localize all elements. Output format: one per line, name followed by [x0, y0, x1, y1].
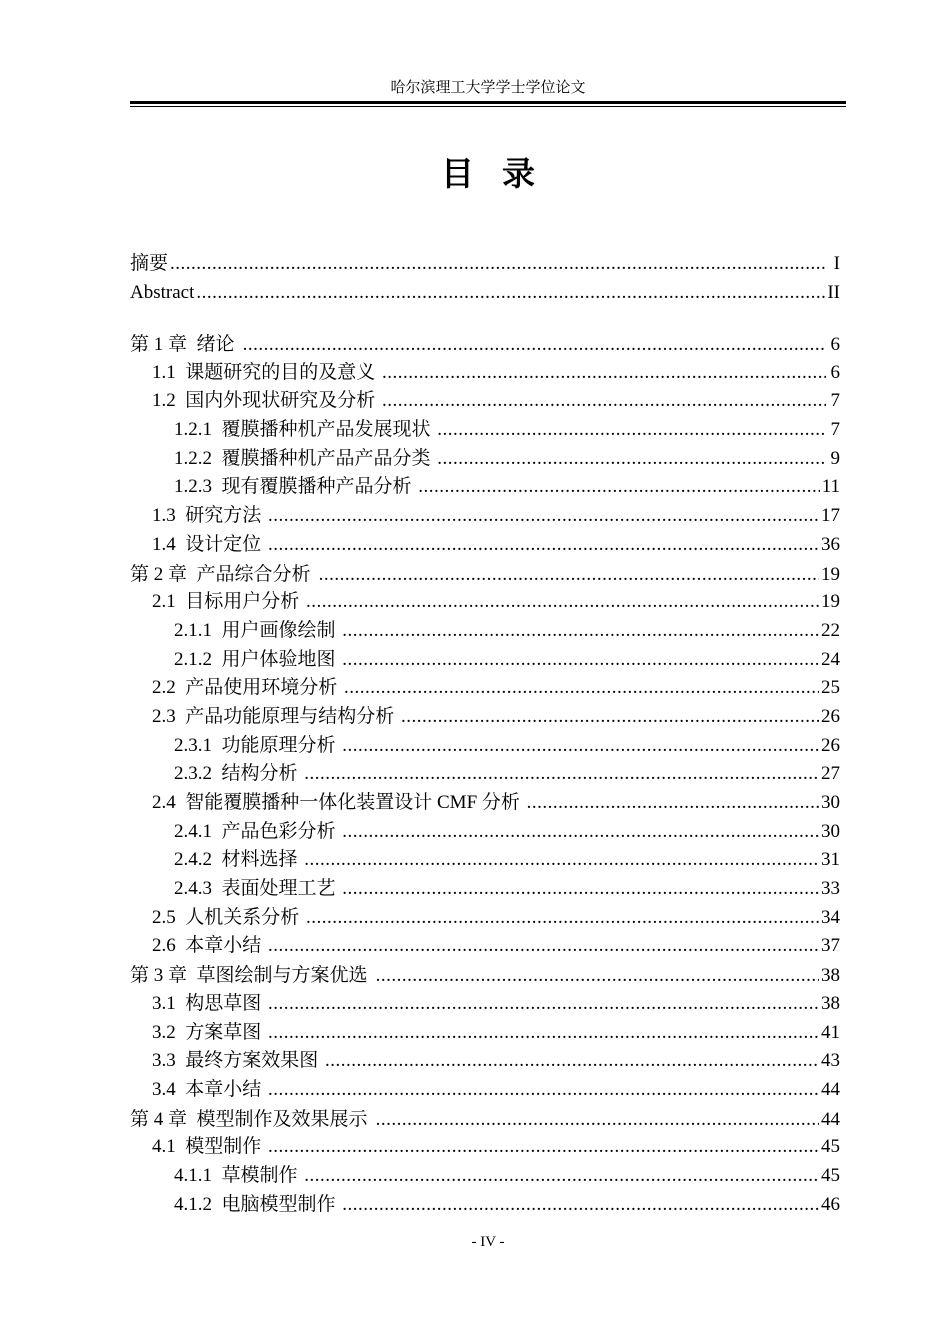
dot-leader [437, 445, 826, 474]
toc-entry-page: 46 [821, 1193, 840, 1215]
toc-entry-label: Abstract [130, 281, 195, 303]
dot-leader [306, 904, 819, 933]
toc-entry[interactable] [130, 502, 846, 531]
toc-entry-page: 43 [821, 1050, 840, 1072]
toc-entry[interactable] [130, 1133, 846, 1162]
toc-entry[interactable] [130, 279, 846, 308]
toc-entry-number: 3.4 [152, 1078, 186, 1100]
toc-entry-page: 45 [821, 1164, 840, 1186]
dot-leader [304, 760, 819, 789]
dot-leader [401, 703, 819, 732]
toc-entry-number: 4.1.1 [174, 1164, 222, 1186]
toc-entry-number: 第 4 章 [130, 1108, 197, 1130]
toc-entry[interactable] [130, 445, 846, 474]
toc-entry-page: II [827, 281, 840, 303]
dot-leader [376, 1106, 819, 1135]
toc-entry-label: 产品色彩分析 [221, 820, 341, 842]
toc-entry-label: 覆膜播种机产品产品分类 [221, 447, 436, 469]
toc-entry[interactable] [130, 387, 846, 416]
toc-entry-number: 第 1 章 [130, 334, 197, 355]
toc-entry[interactable] [130, 560, 846, 589]
dot-leader [342, 1191, 819, 1220]
toc-entry-label: 覆膜播种机产品发展现状 [221, 419, 436, 441]
toc-entry-label: 结构分析 [221, 763, 303, 785]
toc-entry-label: 用户体验地图 [221, 648, 341, 670]
toc-entry-number: 2.6 [152, 935, 186, 957]
toc-entry-number: 3.3 [152, 1050, 186, 1072]
toc-entry-page: 7 [830, 390, 840, 412]
toc-entry-page: 37 [821, 935, 840, 957]
toc-entry-label: 产品综合分析 [196, 562, 317, 585]
dot-leader [268, 1019, 819, 1048]
toc-entry-number: 2.4 [152, 792, 186, 813]
toc-entry-page: 26 [821, 734, 840, 756]
toc-entry[interactable] [130, 846, 846, 875]
dot-leader [342, 875, 819, 904]
header-rule-thin [130, 106, 846, 107]
toc-entry-page: 19 [821, 591, 840, 613]
toc-entry-page: 45 [821, 1136, 840, 1158]
toc-entry[interactable] [130, 359, 846, 388]
toc-entry-number: 3.1 [152, 992, 186, 1014]
toc-entry[interactable] [130, 1191, 846, 1220]
toc-entry-page: 6 [830, 361, 840, 383]
toc-entry-label: 构思草图 [185, 992, 267, 1014]
toc-entry-label: 表面处理工艺 [221, 878, 341, 900]
dot-leader [268, 502, 819, 531]
toc-entry-page: 44 [821, 1078, 840, 1100]
toc-entry[interactable] [130, 818, 846, 847]
toc-entry-page: 30 [821, 820, 840, 842]
toc-entry-number: 4.1 [152, 1136, 186, 1158]
toc-entry[interactable] [130, 416, 846, 445]
toc-entry-number: 4.1.2 [174, 1193, 222, 1215]
toc-entry-page: 36 [821, 533, 840, 555]
dot-leader [243, 331, 826, 360]
dot-leader [268, 990, 819, 1019]
toc-entry[interactable] [130, 674, 846, 703]
toc-entry[interactable] [130, 646, 846, 675]
toc-entry-number: 2.5 [152, 906, 186, 928]
dot-leader [319, 561, 819, 590]
dot-leader [325, 1047, 819, 1076]
toc-entry-number: 2.1.2 [174, 648, 222, 670]
toc-entry-number: 第 3 章 [130, 965, 197, 987]
toc-entry-number: 1.4 [152, 533, 186, 555]
dot-leader [342, 646, 819, 675]
toc-entry-label: 研究方法 [185, 505, 267, 527]
dot-leader [437, 416, 826, 445]
dot-leader [268, 932, 819, 961]
toc-entry-page: 38 [821, 965, 840, 987]
toc-entry-number: 2.3.1 [174, 734, 222, 756]
toc-entry-page: 26 [821, 705, 840, 727]
dot-leader [342, 617, 819, 646]
toc-entry-number: 3.2 [152, 1021, 186, 1043]
toc-entry-number: 1.2.2 [174, 447, 222, 469]
toc-entry-label: 方案草图 [185, 1021, 267, 1043]
toc-entry-label: 材料选择 [221, 849, 303, 871]
toc-entry[interactable] [130, 330, 846, 359]
dot-leader [344, 674, 819, 703]
toc-entry-number: 1.2.3 [174, 476, 222, 498]
toc-entry-page: 41 [821, 1021, 840, 1043]
toc-entry[interactable] [130, 1076, 846, 1105]
dot-leader [196, 279, 825, 308]
toc-entry[interactable] [130, 250, 846, 279]
dot-leader [304, 1162, 819, 1191]
toc-entry-label: 模型制作 [185, 1136, 267, 1158]
toc-entry[interactable] [130, 1019, 846, 1048]
toc-entry-page: 7 [830, 419, 840, 441]
front-matter-list [130, 250, 846, 307]
dot-leader [382, 359, 826, 388]
toc-entry[interactable] [130, 1047, 846, 1076]
toc-entry[interactable] [130, 1105, 846, 1134]
running-header: 哈尔滨理工大学学士学位论文 [390, 80, 586, 96]
toc-entry-number: 第 2 章 [130, 563, 197, 585]
toc-entry-page: 31 [821, 849, 840, 871]
dot-leader [376, 962, 819, 991]
toc-entry-label: 课题研究的目的及意义 [185, 361, 381, 383]
toc-entry-label: 草模制作 [221, 1164, 303, 1186]
toc-entry-number: 2.3 [152, 705, 186, 727]
dot-leader [170, 250, 826, 279]
toc-entry-page: I [833, 253, 840, 274]
toc-entry[interactable] [130, 473, 846, 502]
toc-entry-page: 22 [821, 619, 840, 641]
toc-entry-label: 现有覆膜播种产品分析 [221, 476, 417, 498]
toc-entry-page: 6 [830, 334, 840, 355]
toc-entry[interactable] [130, 1162, 846, 1191]
toc-entry-label: 草图绘制与方案优选 [196, 964, 374, 987]
toc-entry-page: 30 [821, 792, 840, 813]
toc-entry-label: 产品功能原理与结构分析 [185, 705, 400, 727]
toc-entry-label: 本章小结 [185, 935, 267, 957]
page-number-footer: - IV - [471, 1234, 505, 1250]
toc-entry-label: 目标用户分析 [185, 591, 305, 613]
toc-entry[interactable] [130, 875, 846, 904]
toc-entry-label: 人机关系分析 [185, 906, 305, 928]
toc-entry-page: 11 [821, 476, 840, 498]
toc-entry[interactable] [130, 531, 846, 560]
toc-entry-label: 设计定位 [185, 533, 267, 555]
toc-entry-number: 1.1 [152, 361, 186, 383]
toc-entry[interactable] [130, 760, 846, 789]
dot-leader [306, 588, 819, 617]
toc-entry-number: 2.4.1 [174, 820, 222, 842]
toc-entry-number: 1.2.1 [174, 419, 222, 441]
dot-leader [268, 1076, 819, 1105]
toc-entry-label: 摘要 [130, 253, 169, 274]
toc-entry-page: 27 [821, 763, 840, 785]
toc-entry-page: 17 [821, 505, 840, 527]
toc-entry-label: 本章小结 [185, 1078, 267, 1100]
dot-leader [527, 789, 819, 818]
toc-entry-page: 34 [821, 906, 840, 928]
toc-entry-page: 9 [830, 447, 840, 469]
toc-entry-page: 44 [821, 1108, 840, 1130]
toc-entry-label: 国内外现状研究及分析 [185, 390, 381, 412]
toc-entry[interactable] [130, 789, 846, 818]
toc-entry[interactable] [130, 990, 846, 1019]
dot-leader [418, 473, 819, 502]
toc-entry[interactable] [130, 732, 846, 761]
toc-entry-page: 24 [821, 648, 840, 670]
dot-leader [268, 1133, 819, 1162]
toc-entry-number: 2.1 [152, 591, 186, 613]
toc-entry[interactable] [130, 703, 846, 732]
table-of-contents [130, 330, 846, 1219]
toc-entry-label: 产品使用环境分析 [185, 677, 343, 699]
toc-entry-number: 2.1.1 [174, 619, 222, 641]
toc-entry-number: 1.3 [152, 505, 186, 527]
dot-leader [382, 387, 826, 416]
toc-entry-label: 用户画像绘制 [221, 619, 341, 641]
dot-leader [342, 732, 819, 761]
toc-entry-label: 绪论 [196, 333, 241, 355]
dot-leader [304, 846, 819, 875]
page-title: 目录 [441, 154, 563, 193]
toc-entry-page: 33 [821, 878, 840, 900]
toc-entry-number: 2.3.2 [174, 763, 222, 785]
toc-entry[interactable] [130, 932, 846, 961]
toc-entry-label: 功能原理分析 [221, 734, 341, 756]
toc-entry-page: 19 [821, 563, 840, 585]
toc-entry-number: 2.4.2 [174, 849, 222, 871]
toc-entry-label: 模型制作及效果展示 [196, 1107, 374, 1130]
header-rule-thick [130, 101, 846, 104]
dot-leader [268, 531, 819, 560]
toc-entry-number: 1.2 [152, 390, 186, 412]
toc-entry[interactable] [130, 961, 846, 990]
toc-entry[interactable] [130, 904, 846, 933]
toc-entry-page: 38 [821, 992, 840, 1014]
toc-entry-number: 2.2 [152, 677, 186, 699]
toc-entry-label: 电脑模型制作 [221, 1193, 341, 1215]
dot-leader [342, 818, 819, 847]
toc-entry-page: 25 [821, 677, 840, 699]
toc-entry-label: 智能覆膜播种一体化装置设计 CMF 分析 [185, 792, 525, 813]
toc-entry-label: 最终方案效果图 [185, 1050, 324, 1072]
toc-entry[interactable] [130, 588, 846, 617]
toc-entry-number: 2.4.3 [174, 878, 222, 900]
toc-entry[interactable] [130, 617, 846, 646]
